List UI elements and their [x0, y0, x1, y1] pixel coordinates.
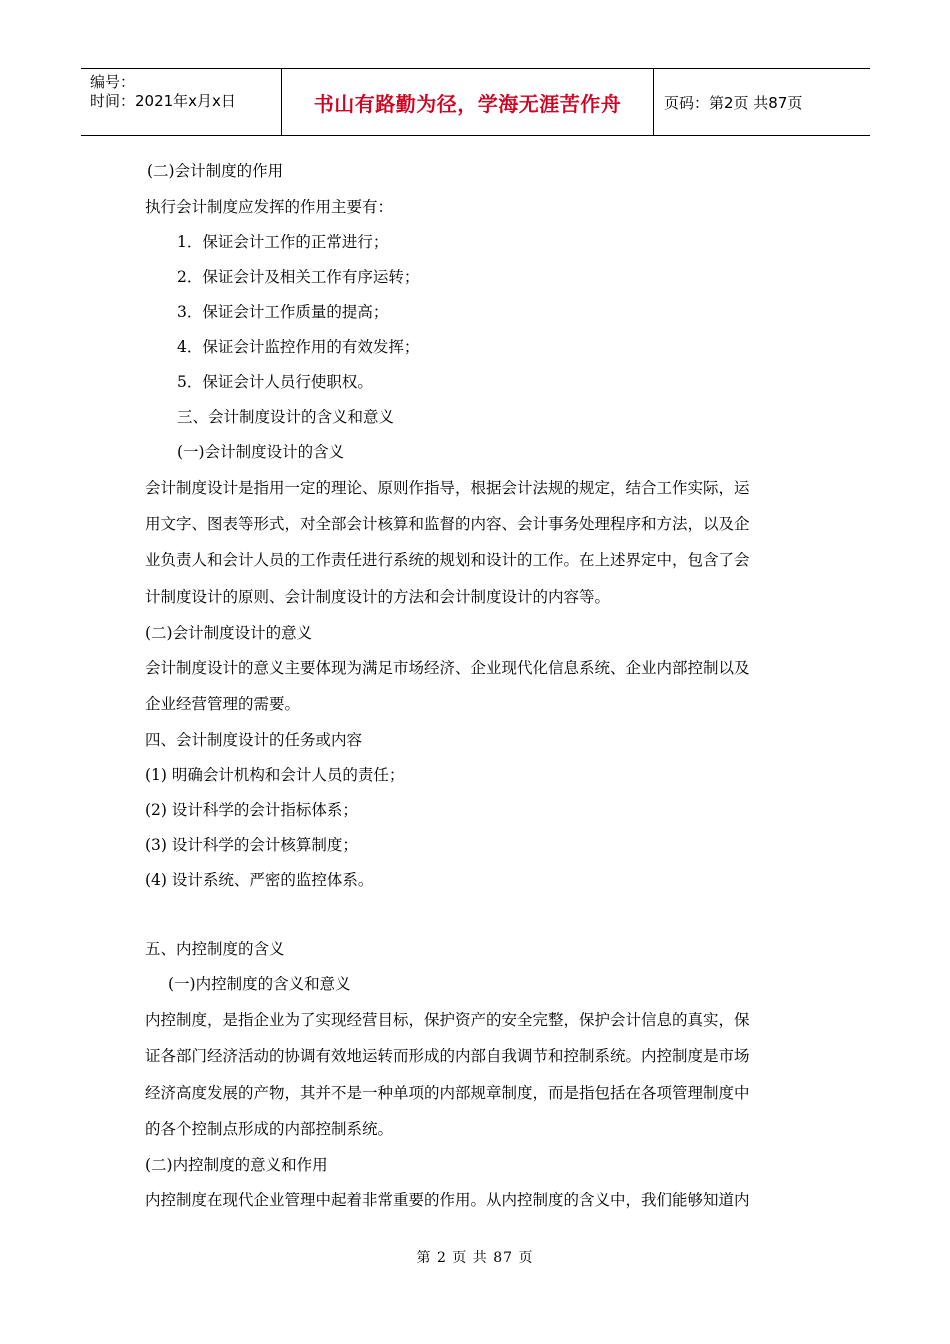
paragraph-line: 内控制度在现代企业管理中起着非常重要的作用。从内控制度的含义中，我们能够知道内	[145, 1191, 750, 1209]
paragraph-line: 执行会计制度应发挥的作用主要有：	[145, 198, 394, 216]
list-item: 3．保证会计工作质量的提高；	[177, 303, 389, 321]
serial-number-label: 编号：	[90, 73, 136, 91]
paragraph-line: 计制度设计的原则、会计制度设计的方法和会计制度设计的内容等。	[145, 588, 611, 606]
page-info-text: 页码：第2页 共87页	[664, 93, 803, 112]
list-item: 5．保证会计人员行使职权。	[177, 373, 373, 391]
list-item: (1) 明确会计机构和会计人员的责任；	[145, 766, 405, 784]
paragraph-line: 证各部门经济活动的协调有效地运转而形成的内部自我调节和控制系统。内控制度是市场	[145, 1047, 750, 1065]
paragraph-line: 内控制度，是指企业为了实现经营目标，保护资产的安全完整，保护会计信息的真实，保	[145, 1011, 750, 1029]
section-heading: 四、会计制度设计的任务或内容	[145, 731, 363, 749]
paragraph-line: 企业经营管理的需要。	[145, 695, 301, 713]
header-motto-cell	[282, 69, 654, 135]
section-heading: (二)会计制度设计的意义	[145, 624, 313, 642]
header-page-cell	[654, 69, 870, 135]
paragraph-line: 会计制度设计是指用一定的理论、原则作指导，根据会计法规的规定，结合工作实际，运	[145, 479, 750, 497]
date-label: 时间：2021年x月x日	[90, 92, 236, 110]
section-heading: 五、内控制度的含义	[145, 940, 285, 958]
document-header	[81, 68, 870, 136]
paragraph-line: 用文字、图表等形式，对全部会计核算和监督的内容、会计事务处理程序和方法，以及企	[145, 515, 750, 533]
page-footer: 第 2 页 共 87 页	[416, 1250, 534, 1266]
section-heading: (一)会计制度设计的含义	[177, 443, 345, 461]
paragraph-line: 业负责人和会计人员的工作责任进行系统的规划和设计的工作。在上述界定中，包含了会	[145, 551, 750, 569]
list-item: (2) 设计科学的会计指标体系；	[145, 801, 358, 819]
motto-text: 书山有路勤为径，学海无涯苦作舟	[313, 91, 622, 116]
paragraph-line: 经济高度发展的产物，其并不是一种单项的内部规章制度，而是指包括在各项管理制度中	[145, 1084, 750, 1102]
list-item: 2．保证会计及相关工作有序运转；	[177, 268, 420, 286]
section-heading: (一)内控制度的含义和意义	[168, 975, 351, 993]
list-item: 1．保证会计工作的正常进行；	[177, 233, 389, 251]
paragraph-line: 会计制度设计的意义主要体现为满足市场经济、企业现代化信息系统、企业内部控制以及	[145, 659, 750, 677]
header-meta-cell	[81, 69, 282, 135]
list-item: (4) 设计系统、严密的监控体系。	[145, 871, 374, 889]
list-item: 4．保证会计监控作用的有效发挥；	[177, 338, 420, 356]
section-heading: 三、会计制度设计的含义和意义	[177, 408, 395, 426]
section-heading: (二)内控制度的意义和作用	[145, 1156, 328, 1174]
section-heading: (二)会计制度的作用	[147, 162, 284, 180]
list-item: (3) 设计科学的会计核算制度；	[145, 836, 358, 854]
paragraph-line: 的各个控制点形成的内部控制系统。	[145, 1120, 394, 1138]
